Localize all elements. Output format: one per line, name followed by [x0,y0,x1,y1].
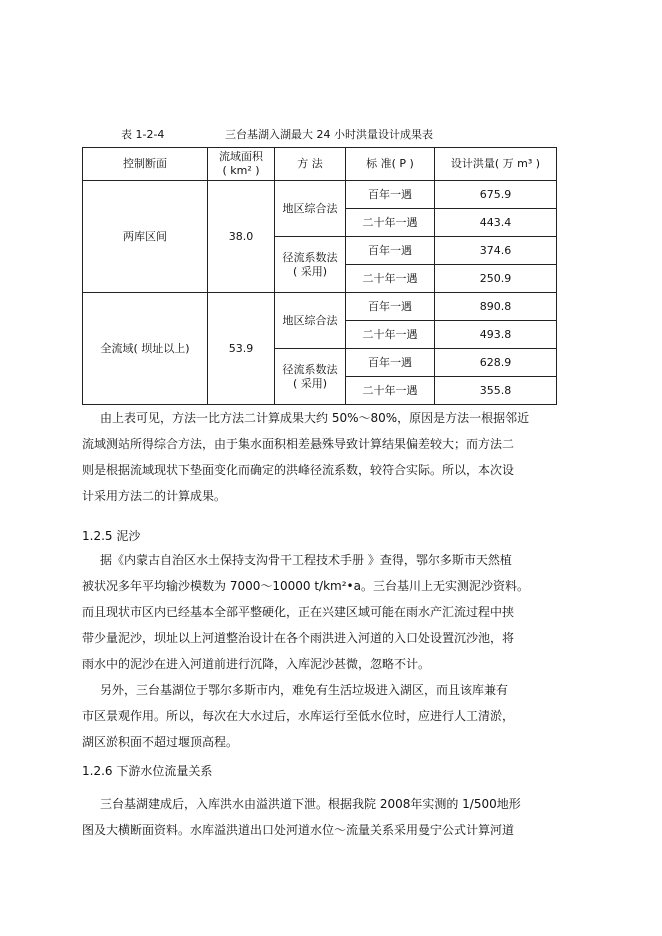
method-line1: 地区综合法 [282,201,338,215]
table-title: 三台基湖入湖最大 24 小时洪量设计成果表 [225,128,433,141]
method-cell [275,293,346,349]
text-line: 湖区淤积面不超过堰顶高程。 [82,735,239,749]
standard-cell: 二十年一遇 [346,265,435,293]
table-row [83,181,557,209]
text-line: 据《内蒙古自治区水土保持支沟骨干工程技术手册 》查得，鄂尔多斯市天然植 [100,553,512,567]
method-line1: 径流系数法 [282,362,338,376]
header-flood: 设计洪量( 万 m³ ) [435,148,557,181]
paragraph-table-analysis [82,405,529,509]
flood-value-cell: 443.4 [435,209,557,237]
table-row [83,293,557,321]
table-number: 表 1-2-4 [121,128,165,141]
flood-value-cell: 374.6 [435,237,557,265]
table-header-row [83,148,557,181]
method-cell [275,237,346,293]
paragraph-sediment [82,547,529,677]
section-cell: 两库区间 [83,181,208,293]
header-area-line2: ( km² ) [222,164,260,177]
text-line: 计采用方法二的计算成果。 [82,489,227,503]
text-line: 三台基湖建成后，入库洪水由溢洪道下泄。根据我院 2008年实测的 1/500地形 [100,797,521,811]
section-heading-sediment: 1.2.5 泥沙 [82,529,141,543]
section-heading-stage-discharge: 1.2.6 下游水位流量关系 [82,764,213,778]
flood-value-cell: 355.8 [435,377,557,405]
design-flood-table [82,147,557,405]
flood-value-cell: 890.8 [435,293,557,321]
flood-value-cell: 250.9 [435,265,557,293]
paragraph-dredging [82,677,514,755]
method-cell [275,181,346,237]
standard-cell: 百年一遇 [346,349,435,377]
text-line: 带少量泥沙，坝址以上河道整治设计在各个雨洪进入河道的入口处设置沉沙池，将 [82,631,515,645]
area-cell: 38.0 [208,181,275,293]
standard-cell: 百年一遇 [346,181,435,209]
text-line: 而且现状市区内已经基本全部平整硬化，正在兴建区域可能在雨水产汇流过程中挟 [82,605,515,619]
method-line1: 径流系数法 [282,250,338,264]
flood-value-cell: 628.9 [435,349,557,377]
text-line: 流域测站所得综合方法，由于集水面积相差悬殊导致计算结果偏差较大；而方法二 [82,437,515,451]
standard-cell: 二十年一遇 [346,377,435,405]
header-method: 方 法 [275,148,346,181]
section-cell: 全流域( 坝址以上) [83,293,208,405]
standard-cell: 二十年一遇 [346,209,435,237]
text-line: 被状况多年平均输沙模数为 7000～10000 t/km²•a。三台基川上无实测泥沙资料。 [82,579,529,593]
text-line: 雨水中的泥沙在进入河道前进行沉降，入库泥沙甚微，忽略不计。 [82,657,431,671]
flood-value-cell: 675.9 [435,181,557,209]
method-line2: ( 采用) [292,376,328,390]
paragraph-stage-discharge [82,791,521,843]
header-section: 控制断面 [83,148,208,181]
standard-cell: 二十年一遇 [346,321,435,349]
area-cell: 53.9 [208,293,275,405]
flood-value-cell: 493.8 [435,321,557,349]
method-cell [275,349,346,405]
standard-cell: 百年一遇 [346,237,435,265]
method-line2: ( 采用) [292,264,328,278]
header-standard: 标 准( P ) [346,148,435,181]
text-line: 由上表可见，方法一比方法二计算成果大约 50%～80%，原因是方法一根据邻近 [100,411,530,425]
text-line: 另外，三台基湖位于鄂尔多斯市内，难免有生活垃圾进入湖区，而且该库兼有 [100,683,509,697]
header-area [208,148,275,181]
text-line: 图及大横断面资料。水库溢洪道出口处河道水位～流量关系采用曼宁公式计算河道 [82,823,515,837]
standard-cell: 百年一遇 [346,293,435,321]
text-line: 市区景观作用。所以，每次在大水过后，水库运行至低水位时，应进行人工清淤， [82,709,515,723]
method-line1: 地区综合法 [282,313,338,327]
text-line: 则是根据流域现状下垫面变化而确定的洪峰径流系数，较符合实际。所以，本次设 [82,463,515,477]
header-area-line1: 流域面积 [219,150,263,163]
